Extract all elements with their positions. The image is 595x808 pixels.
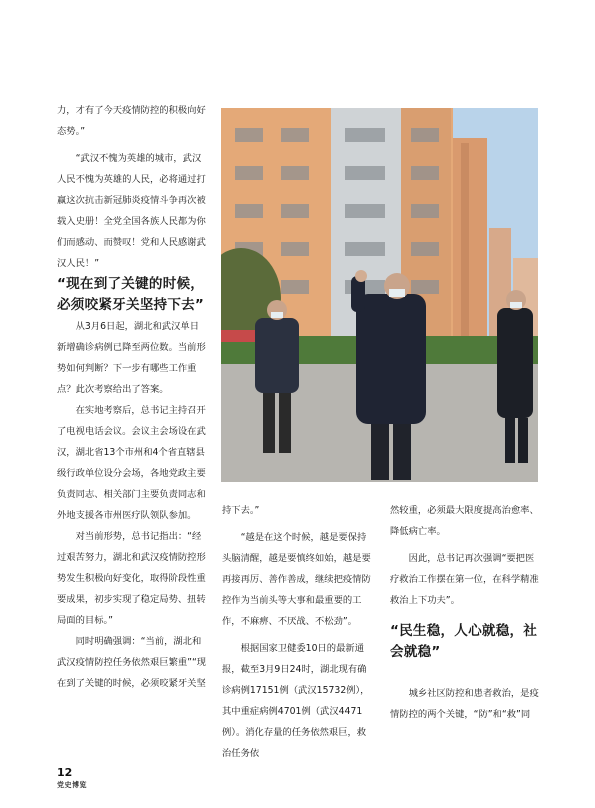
paragraph: 从3月6日起，湖北和武汉单日新增确诊病例已降至两位数。当前形势如何判断？下一步有哪些工作重点？此次考察给出了答案。 <box>57 321 206 395</box>
section-heading: “民生稳，人心就稳，社会就稳” <box>390 623 538 660</box>
paragraph: 根据国家卫健委10日的最新通报，截至3月9日24时，湖北现有确诊病例17151例（武汉15732例），其中重症病例4701例（武汉4471例）。消化存量的任务依然艰巨，救治任务依 <box>222 643 370 759</box>
column-left <box>57 100 207 694</box>
paragraph: “越是在这个时候，越是要保持头脑清醒，越是要慎终如始，越是要再接再厉、善作善成，继续把疫情防控作为当前头等大事和最重要的工作，不麻痹、不厌战、不松劲”。 <box>222 532 371 627</box>
paragraph: 对当前形势，总书记指出：“经过艰苦努力，湖北和武汉疫情防控形势发生积极向好变化，取得阶段性重要成果，初步实现了稳定局势、扭转局面的目标。” <box>57 531 206 626</box>
paragraph: 力，才有了今天疫情防控的积极向好态势。” <box>57 105 206 137</box>
paragraph: 因此，总书记再次强调“要把医疗救治工作摆在第一位，在科学精准救治上下功夫”。 <box>390 553 539 606</box>
magazine-logo: 党史博览 <box>57 781 87 789</box>
section-heading: “现在到了关键的时候，必须咬紧牙关坚持下去” <box>57 276 205 313</box>
paragraph: 然较重，必须最大限度提高治愈率、降低病亡率。 <box>390 505 539 537</box>
column-middle <box>222 500 374 764</box>
paragraph: 城乡社区防控和患者救治，是疫情防控的两个关键，“防”和“救”同 <box>390 688 539 720</box>
paragraph: “武汉不愧为英雄的城市，武汉人民不愧为英雄的人民，必将通过打赢这次抗击新冠肺炎疫情斗争再次被载入史册！全党全国各族人民都为你们而感动、而赞叹！党和人民感谢武汉人民！” <box>57 153 206 269</box>
column-right <box>390 500 542 725</box>
news-photo <box>221 108 538 482</box>
paragraph: 同时明确强调：“当前，湖北和武汉疫情防控任务依然艰巨繁重”“现在到了关键的时候，必须咬紧牙关坚 <box>57 636 207 689</box>
paragraph: 在实地考察后，总书记主持召开了电视电话会议。会议主会场设在武汉，湖北省13个市州和4个省直辖县级行政单位设分会场，各地党政主要负责同志、相关部门主要负责同志和外地支援各市州医疗队领队参加。 <box>57 405 206 521</box>
paragraph: 持下去。” <box>222 505 260 516</box>
page-number: 12 <box>57 766 73 779</box>
